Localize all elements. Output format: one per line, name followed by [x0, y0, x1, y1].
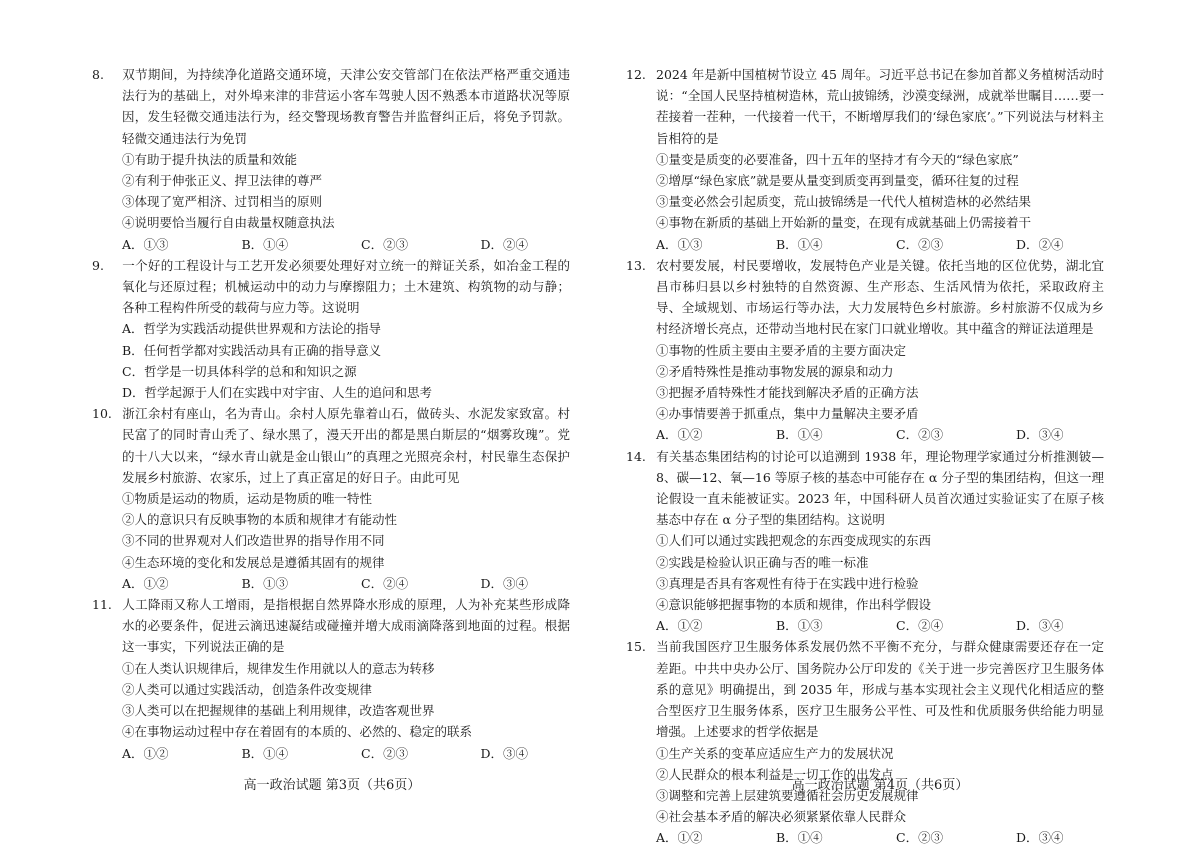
question-15	[600, 636, 1200, 848]
question-stem: 一个好的工程设计与工艺开发必须要处理好对立统一的辩证关系，如冶金工程的氧化与还原过程；机械运动中的动力与摩擦阻力；土木建筑、构筑物的动与静；各种工程构件所受的载荷与应力等。这说明	[122, 257, 570, 316]
answer-choices	[0, 573, 600, 594]
option: ③调整和完善上层建筑要遵循社会历史发展规律	[656, 787, 919, 803]
question-11	[0, 594, 600, 764]
option: ③人类可以在把握规律的基础上利用规律，改造客观世界	[122, 703, 435, 719]
choice-c: C．②③	[896, 236, 944, 252]
choice-a: A．①②	[122, 575, 169, 591]
option: D．哲学起源于人们在实践中对宇宙、人生的追问和思考	[122, 385, 433, 401]
option: ①人们可以通过实践把观念的东西变成现实的东西	[656, 533, 932, 549]
choice-d: D．③④	[480, 745, 529, 761]
answer-choices	[600, 827, 1200, 848]
answer-choices	[0, 234, 600, 255]
answer-choices	[600, 424, 1200, 445]
choice-c: C．②③	[361, 236, 409, 252]
choice-d: D．③④	[1016, 830, 1064, 846]
right-page	[600, 0, 1200, 848]
choice-b: B．①④	[776, 830, 823, 846]
question-stem: 有关基态集团结构的讨论可以追溯到 1938 年，理论物理学家通过分析推测铍—8、碳—12、氧—16 等原子核的基态中可能存在 α 分子型的集团结构，但这一理论假设一直未能被证实。2023 年，中国科研人员首次通过实验证实了在原子核基态中存在 α 分子型的集团结构。这说明	[656, 448, 1104, 528]
question-10	[0, 403, 600, 594]
choice-c: C．②④	[896, 618, 944, 634]
option: ④在事物运动过程中存在着固有的本质的、必然的、稳定的联系	[122, 724, 473, 740]
option: C．哲学是一切具体科学的总和和知识之源	[122, 363, 357, 379]
option: ④意识能够把握事物的本质和规律，作出科学假设	[656, 597, 932, 613]
question-stem: 2024 年是新中国植树节设立 45 周年。习近平总书记在参加首都义务植树活动时说：“全国人民坚持植树造林，荒山披锦绣，沙漠变绿洲，成就举世瞩目……要一茬接着一茬种，一代接着一代干，不断增厚我们的‘绿色家底’。”下列说法与材料主旨相符的是	[656, 67, 1104, 146]
choice-a: A．①②	[122, 745, 169, 761]
option: ③量变必然会引起质变，荒山披锦绣是一代代人植树造林的必然结果	[656, 194, 1032, 210]
question-stem: 浙江余村有座山，名为青山。余村人原先靠着山石，做砖头、水泥发家致富。村民富了的同时青山秃了、绿水黑了，漫天开出的都是黑白斯层的“烟雾玫瑰”。党的十八大以来，“绿水青山就是金山银山”的真理之光照亮余村，村民靠生态保护发展乡村旅游、农家乐，过上了真正富足的好日子。由此可见	[122, 406, 570, 485]
choice-b: B．①④	[776, 236, 823, 252]
choice-b: B．①④	[241, 236, 289, 252]
question-14	[600, 446, 1200, 637]
choice-a: A．①③	[656, 236, 703, 252]
option: ④社会基本矛盾的解决必须紧紧依靠人民群众	[656, 809, 907, 825]
question-8	[0, 64, 600, 255]
option: ②实践是检验认识正确与否的唯一标准	[656, 554, 869, 570]
question-number: 10.	[92, 406, 112, 422]
option: ③真理是否具有客观性有待于在实践中进行检验	[656, 575, 919, 591]
option: A．哲学为实践活动提供世界观和方法论的指导	[122, 321, 382, 337]
option: ②人类可以通过实践活动，创造条件改变规律	[122, 681, 373, 697]
choice-a: A．①③	[122, 236, 169, 252]
question-stem: 农村要发展，村民要增收，发展特色产业是关键。依托当地的区位优势，湖北宜昌市秭归县以乡村独特的自然资源、生产形态、生活风情为依托，采取政府主导、全域规划、市场运行等办法，大力发展特色乡村旅游。乡村旅游不仅成为乡村经济增长亮点，还带动当地村民在家门口就业增收。其中蕴含的辩证法道理是	[656, 257, 1104, 337]
choice-c: C．②④	[361, 575, 409, 591]
question-list	[600, 64, 1200, 849]
answer-choices	[600, 234, 1200, 255]
choice-b: B．①③	[776, 618, 823, 634]
question-number: 13.	[626, 257, 646, 273]
choice-a: A．①②	[656, 618, 703, 634]
option: ③把握矛盾特殊性才能找到解决矛盾的正确方法	[656, 385, 919, 401]
page-footer: 高一政治试题 第3页（共6页）	[243, 778, 421, 793]
question-stem: 双节期间，为持续净化道路交通环境，天津公安交管部门在依法严格严重交通违法行为的基础上，对外埠来津的非营运小客车驾驶人因不熟悉本市道路状况等原因，发生轻微交通违法行为，经交警现场教育警告并监督纠正后，将免予罚款。轻微交通违法行为免罚	[122, 67, 570, 146]
choice-c: C．②③	[896, 830, 944, 846]
choice-d: D．③④	[1016, 427, 1064, 443]
option: ④事物在新质的基础上开始新的量变，在现有成就基础上仍需接着干	[656, 215, 1032, 231]
option: ②有利于伸张正义、捍卫法律的尊严	[122, 173, 323, 189]
question-stem: 当前我国医疗卫生服务体系发展仍然不平衡不充分，与群众健康需要还存在一定差距。中共中央办公厅、国务院办公厅印发的《关于进一步完善医疗卫生服务体系的意见》明确提出，到 2035 年，形成与基本实现社会主义现代化相适应的整合型医疗卫生服务体系，医疗卫生服务公平性、可及性和优质服务供给能力明显增强。上述要求的哲学依据是	[656, 639, 1104, 740]
question-number: 14.	[626, 448, 646, 464]
option: ①事物的性质主要由主要矛盾的主要方面决定	[656, 342, 907, 358]
left-page	[0, 0, 600, 848]
option: ①量变是质变的必要准备，四十五年的坚持才有今天的“绿色家底”	[656, 151, 1019, 167]
option: ①物质是运动的物质，运动是物质的唯一特性	[122, 491, 373, 507]
option: ②人民群众的根本利益是一切工作的出发点	[656, 766, 894, 782]
option: ②增厚“绿色家底”就是要从量变到质变再到量变，循环往复的过程	[656, 173, 1019, 189]
question-number: 9.	[92, 257, 104, 273]
answer-choices	[0, 743, 600, 764]
option: ①在人类认识规律后，规律发生作用就以人的意志为转移	[122, 660, 435, 676]
option: ④办事情要善于抓重点，集中力量解决主要矛盾	[656, 406, 919, 422]
choice-b: B．①③	[241, 575, 289, 591]
choice-c: C．②③	[896, 427, 944, 443]
choice-c: C．②③	[361, 745, 409, 761]
question-number: 8.	[92, 67, 104, 82]
choice-a: A．①②	[656, 427, 703, 443]
option: ②矛盾特殊性是推动事物发展的源泉和动力	[656, 363, 894, 379]
question-number: 15.	[626, 639, 646, 655]
question-stem: 人工降雨又称人工增雨，是指根据自然界降水形成的原理，人为补充某些形成降水的必要条件，促进云滴迅速凝结或碰撞并增大成雨滴降落到地面的过程。根据这一事实，下列说法正确的是	[122, 597, 570, 655]
option: ④说明要恰当履行自由裁量权随意执法	[122, 215, 335, 231]
option: B．任何哲学都对实践活动具有正确的指导意义	[122, 342, 382, 358]
question-number: 12.	[626, 67, 646, 82]
question-13	[600, 255, 1200, 446]
choice-d: D．③④	[480, 575, 529, 591]
page-footer: 高一政治试题 第4页（共6页）	[791, 778, 969, 793]
option: ②人的意识只有反映事物的本质和规律才有能动性	[122, 512, 398, 528]
choice-b: B．①④	[776, 427, 823, 443]
choice-a: A．①②	[656, 830, 703, 846]
choice-d: D．②④	[480, 236, 529, 252]
option: ③不同的世界观对人们改造世界的指导作用不同	[122, 533, 385, 549]
question-list	[0, 64, 600, 764]
choice-d: D．③④	[1016, 618, 1064, 634]
choice-d: D．②④	[1016, 236, 1064, 252]
answer-choices	[600, 615, 1200, 636]
option: ③体现了宽严相济、过罚相当的原则	[122, 194, 323, 210]
option: ④生态环境的变化和发展总是遵循其固有的规律	[122, 554, 385, 570]
question-number: 11.	[92, 597, 112, 613]
choice-b: B．①④	[241, 745, 289, 761]
option: ①生产关系的变革应适应生产力的发展状况	[656, 745, 894, 761]
question-9	[0, 255, 600, 403]
option: ①有助于提升执法的质量和效能	[122, 151, 298, 167]
question-12	[600, 64, 1200, 255]
